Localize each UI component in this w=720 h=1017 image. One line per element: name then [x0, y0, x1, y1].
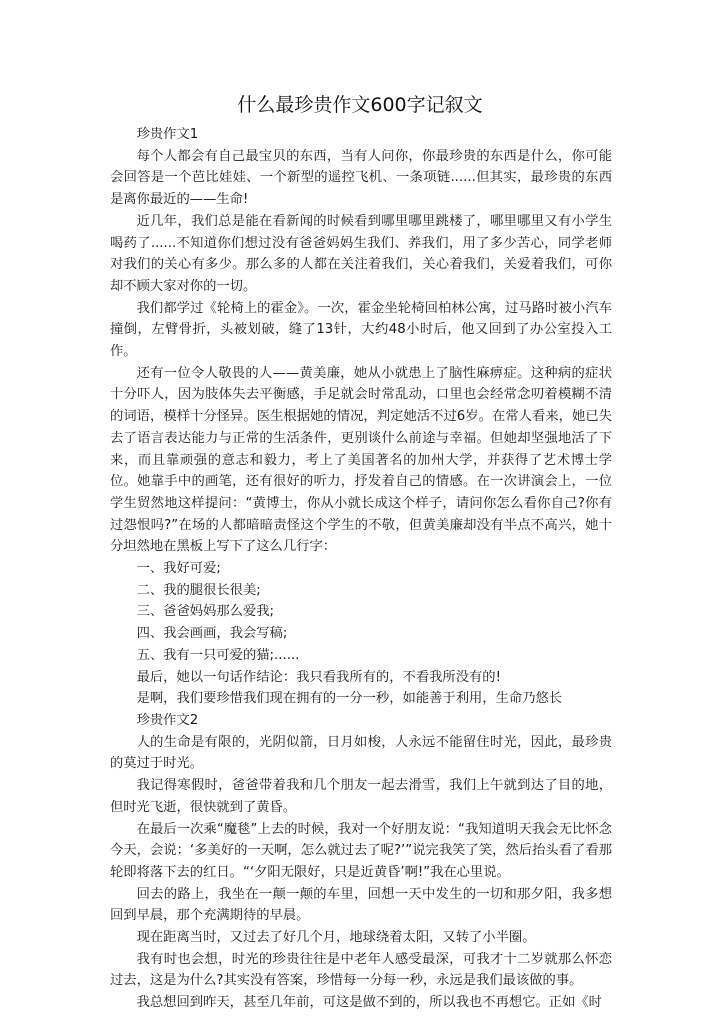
paragraph: 人的生命是有限的，光阴似箭，日月如梭，人永远不能留住时光，因此，最珍贵的莫过于时光。 [110, 734, 612, 772]
document-body [110, 124, 612, 1014]
paragraph: 我总想回到昨天，甚至几年前，可这是做不到的，所以我也不再想它。正如《时 [136, 995, 602, 1011]
paragraph: 每个人都会有自己最宝贝的东西，当有人问你，你最珍贵的东西是什么，你可能会回答是一个芭比娃娃、一个新型的遥控飞机、一条项链......但其实，最珍贵的东西是离你最近的——生命! [110, 148, 612, 208]
paragraph: 还有一位令人敬畏的人——黄美廉，她从小就患上了脑性麻痹症。这种病的症状十分吓人，因为肢体失去平衡感，手足就会时常乱动，口里也会经常念叨着模糊不清的词语，模样十分怪异。医生根据她的情况，判定她活不过6岁。在常人看来，她已失去了语言表达能力与正常的生活条件，更别谈什么前途与幸福。但她却坚强地活了下来，而且靠顽强的意志和毅力，考上了美国著名的加州大学，并获得了艺术博士学位。她靠手中的画笔，还有很好的听力，抒发着自己的情感。在一次讲演会上，一位学生贸然地这样提问：“黄博士，你从小就长成这个样子，请问你怎么看你自己?你有过怨恨吗?”在场的人都暗暗责怪这个学生的不敬，但黄美廉却没有半点不高兴，她十分坦然地在黑板上写下了这么几行字： [110, 365, 612, 555]
list-item: 二、我的腿很长很美; [136, 582, 261, 598]
paragraph: 现在距离当时，又过去了好几个月，地球绕着太阳，又转了小半圈。 [136, 930, 536, 946]
paragraph: 在最后一次乘“魔毯”上去的时候，我对一个好朋友说：“我知道明天我会无比怀念今天，会说：‘多美好的一天啊，怎么就过去了呢?’”说完我笑了笑，然后抬头看了看那轮即将落下去的红日。“‘夕阳无限好，只是近黄昏’啊!”我在心里说。 [110, 821, 612, 880]
paragraph: 我记得寒假时，爸爸带着我和几个朋友一起去滑雪，我们上午就到达了目的地，但时光飞逝，很快就到了黄昏。 [110, 778, 612, 815]
list-item: 一、我好可爱; [136, 561, 221, 577]
section-heading: 珍贵作文1 [136, 127, 199, 142]
document-title: 什么最珍贵作文600字记叙文 [237, 94, 483, 116]
paragraph: 近几年，我们总是能在看新闻的时候看到哪里哪里跳楼了，哪里哪里又有小学生喝药了......不知道你们想过没有爸爸妈妈生我们、养我们，用了多少苦心，同学老师对我们的关心有多少。那么多的人都在关注着我们，关心着我们，关爱着我们，可你却不顾大家对你的一切。 [110, 213, 612, 294]
paragraph: 是啊，我们要珍惜我们现在拥有的一分一秒，如能善于利用，生命乃悠长 [136, 691, 563, 707]
paragraph: 回去的路上，我坐在一颠一颠的车里，回想一天中发生的一切和那夕阳，我多想回到早晨，那个充满期待的早晨。 [110, 886, 612, 924]
list-item: 四、我会画画，我会写稿; [136, 626, 288, 642]
list-item: 五、我有一只可爱的猫;...... [136, 647, 300, 663]
paragraph: 我们都学过《轮椅上的霍金》。一次，霍金坐轮椅回柏林公寓，过马路时被小汽车撞倒，左臂骨折，头被划破，缝了13针，大约48小时后，他又回到了办公室投入工作。 [110, 300, 612, 360]
paragraph: 我有时也会想，时光的珍贵往往是中老年人感受最深，可我才十二岁就那么怀恋过去，这是为什么?其实没有答案，珍惜每一分每一秒，永远是我们最该做的事。 [110, 951, 612, 989]
paragraph: 最后，她以一句话作结论：我只看我所有的，不看我所没有的! [136, 669, 501, 685]
section-heading: 珍贵作文2 [136, 712, 199, 728]
list-item: 三、爸爸妈妈那么爱我; [136, 604, 275, 620]
